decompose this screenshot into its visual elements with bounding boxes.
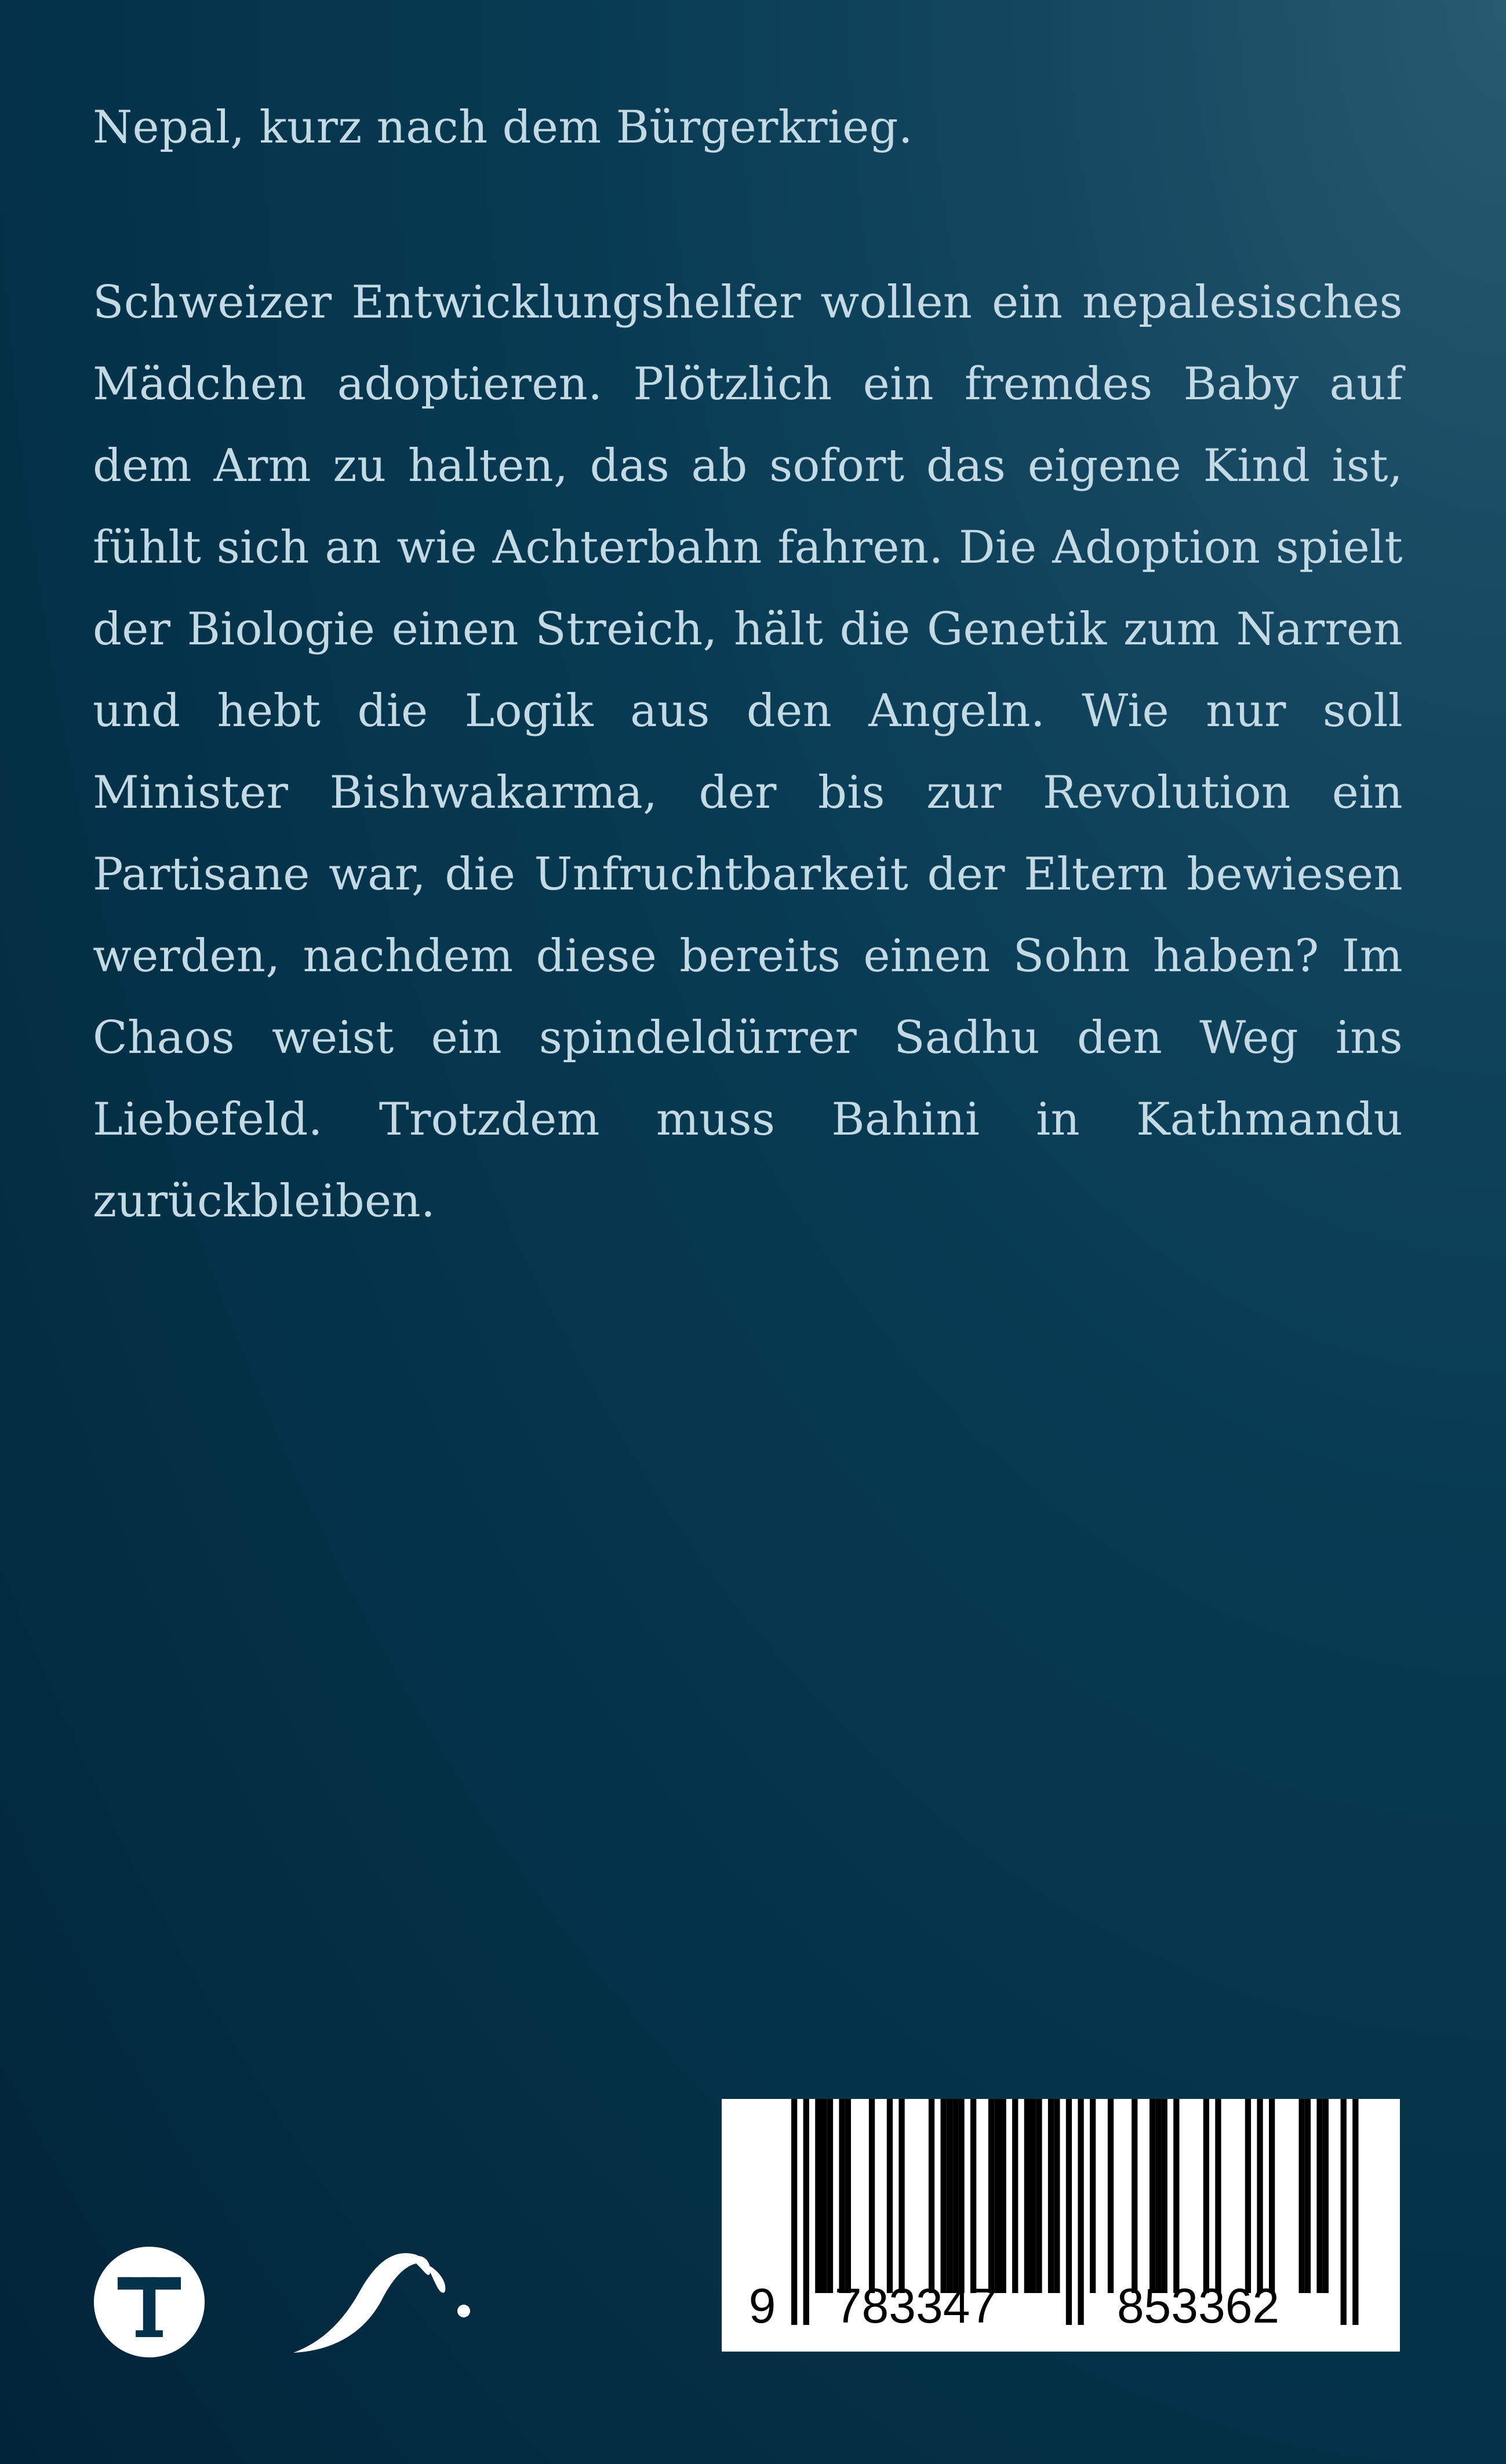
barcode-bar [1257, 2099, 1263, 2293]
barcode-bar [839, 2099, 845, 2293]
barcode-bar [887, 2099, 893, 2293]
barcode-bar [970, 2099, 976, 2293]
barcode-guard-bar [1341, 2099, 1347, 2325]
barcode-graphic [722, 2099, 1400, 2352]
barcode-lead-digit: 9 [748, 2279, 776, 2333]
barcode-bar [947, 2099, 952, 2293]
barcode-bar [1203, 2099, 1209, 2293]
barcode-bar [1054, 2099, 1060, 2293]
barcode-bar [1012, 2099, 1018, 2293]
barcode-bar [1245, 2099, 1251, 2293]
barcode-bar [869, 2099, 875, 2293]
barcode-bar [1316, 2099, 1322, 2293]
barcode-bar [1305, 2099, 1311, 2293]
barcode-bar [1299, 2099, 1305, 2293]
barcode-guard-bar [1352, 2099, 1358, 2325]
blurb-text: Schweizer Entwicklungshelfer wollen ein nepalesisches Mädchen adoptieren. Plötzlich ein fremdes Baby auf dem Arm zu halten, das ab sofort das eigene Kind ist, fühlt sich an wie Achterbahn fahren. Die Adoption spielt der Biologie einen Streich, hält die Genetik zum Narren und hebt die Logik aus den Angeln. Wie nur soll Minister Bishwakarma, der bis zur Revolution ein Partisane war, die Unfruchtbarkeit der Eltern bewiesen werden, nachdem diese bereits einen Sohn haben? Im Chaos weist ein spindeldürrer Sadhu den Weg ins Liebefeld. Trotzdem muss Bahini in Kathmandu zurückbleiben. [93, 276, 1403, 1227]
barcode-guard-bar [1078, 2099, 1083, 2325]
barcode-bar [815, 2099, 821, 2293]
barcode-left-digits: 783347 [834, 2279, 998, 2333]
barcode-bar [1173, 2099, 1179, 2293]
barcode-bar [952, 2099, 958, 2293]
barcode-bar [1155, 2099, 1161, 2293]
barcode-bar [929, 2099, 934, 2293]
barcode-bar [1149, 2099, 1155, 2293]
barcode-bar [1162, 2099, 1167, 2293]
barcode-bar [941, 2099, 947, 2293]
barcode-right-digits: 853362 [1116, 2279, 1280, 2333]
barcode-bar [988, 2099, 994, 2293]
barcode-bar [994, 2099, 1000, 2293]
barcode-bar [1215, 2099, 1221, 2293]
barcode-bar [821, 2099, 827, 2293]
isbn-barcode [722, 2099, 1400, 2352]
tagline: Nepal, kurz nach dem Bürgerkrieg. [93, 101, 913, 154]
barcode-bar [898, 2099, 904, 2293]
barcode-bar [1048, 2099, 1054, 2293]
barcode-guard-bar [791, 2099, 797, 2325]
barcode-guard-bar [1066, 2099, 1072, 2325]
barcode-bar [1001, 2099, 1006, 2293]
barcode-bar [1132, 2099, 1137, 2293]
barcode-bar [1108, 2099, 1114, 2293]
barcode-bar [827, 2099, 833, 2293]
t-circle-logo-icon [93, 2246, 206, 2359]
barcode-bar [1024, 2099, 1030, 2293]
barcode-bar [845, 2099, 851, 2293]
barcode-bar [1269, 2099, 1275, 2293]
barcode-bar [1036, 2099, 1042, 2293]
wave-brush-logo-icon [290, 2237, 481, 2359]
barcode-bar [1323, 2099, 1329, 2293]
barcode-bar [1030, 2099, 1036, 2293]
barcode-guard-bar [803, 2099, 809, 2325]
barcode-bar [958, 2099, 964, 2293]
barcode-bar [1090, 2099, 1096, 2293]
